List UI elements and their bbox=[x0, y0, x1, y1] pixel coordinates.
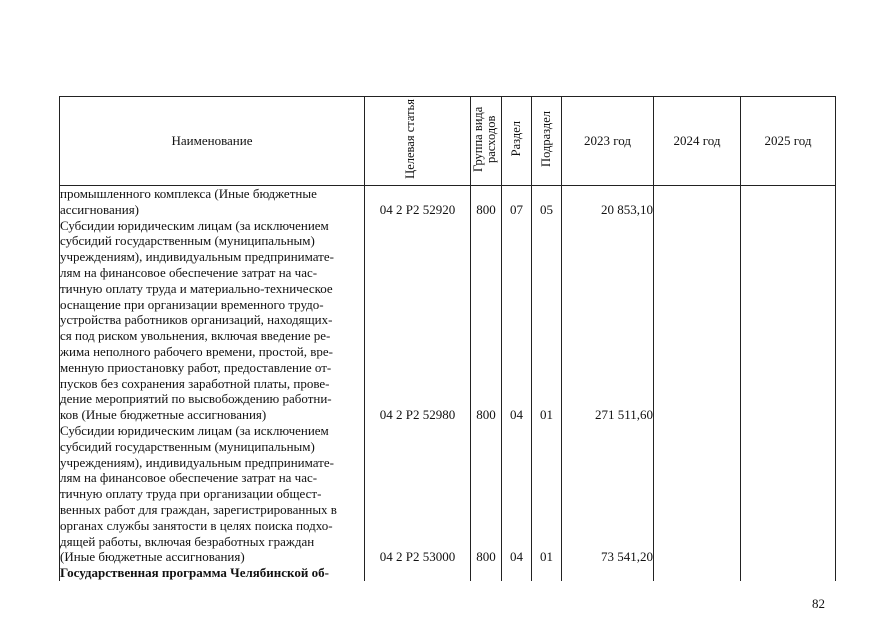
row-subsection: 01 bbox=[532, 218, 562, 423]
row-group: 800 bbox=[471, 423, 502, 565]
budget-table bbox=[59, 96, 836, 581]
row-2025 bbox=[741, 186, 836, 218]
row-2024 bbox=[654, 218, 741, 423]
row-name: Субсидии юридическим лицам (за исключением субсидий государственным (муниципальным) учреждениям), индивидуальным предпринимате- лям на финансовое обеспечение затрат на час- тичную оплату труда и материально-техническое оснащение при организации временного трудо- устройства работников организаций, находящих- ся под риском увольнения, включая введение ре- жима неполного рабочего времени, простой, вре- менную приостановку работ, предоставление от- пусков без сохранения заработной платы, прове- дение мероприятий по высвобождению работни- ков (Иные бюджетные ассигнования) bbox=[60, 218, 365, 423]
table-row bbox=[60, 565, 836, 581]
row-2025 bbox=[741, 423, 836, 565]
table-header-row bbox=[60, 97, 836, 186]
col-header-name: Наименование bbox=[60, 97, 365, 186]
col-header-2025: 2025 год bbox=[741, 97, 836, 186]
row-group: 800 bbox=[471, 186, 502, 218]
table-row bbox=[60, 218, 836, 423]
row-section: 07 bbox=[502, 186, 532, 218]
table-row bbox=[60, 186, 836, 218]
col-header-section: Раздел bbox=[502, 97, 532, 186]
row-2023 bbox=[562, 565, 654, 581]
col-header-group: Группа вида расходов bbox=[471, 97, 502, 186]
row-2025 bbox=[741, 565, 836, 581]
row-target: 04 2 P2 52980 bbox=[365, 218, 471, 423]
row-group bbox=[471, 565, 502, 581]
row-subsection: 05 bbox=[532, 186, 562, 218]
row-target bbox=[365, 565, 471, 581]
row-section bbox=[502, 565, 532, 581]
row-section: 04 bbox=[502, 423, 532, 565]
col-header-2023: 2023 год bbox=[562, 97, 654, 186]
row-2023: 271 511,60 bbox=[562, 218, 654, 423]
row-target: 04 2 P2 53000 bbox=[365, 423, 471, 565]
row-name: Государственная программа Челябинской об- bbox=[60, 565, 365, 581]
row-2024 bbox=[654, 565, 741, 581]
row-2024 bbox=[654, 423, 741, 565]
row-name: промышленного комплекса (Иные бюджетные ассигнования) bbox=[60, 186, 365, 218]
row-group: 800 bbox=[471, 218, 502, 423]
row-target: 04 2 P2 52920 bbox=[365, 186, 471, 218]
row-section: 04 bbox=[502, 218, 532, 423]
page-number: 82 bbox=[812, 596, 825, 611]
row-name: Субсидии юридическим лицам (за исключением субсидий государственным (муниципальным) учреждениям), индивидуальным предпринимате- лям на финансовое обеспечение затрат на час- тичную оплату труда при организации общест- венных работ для граждан, зарегистрированных в органах службы занятости в целях поиска подхо- дящей работы, включая безработных граждан (Иные бюджетные ассигнования) bbox=[60, 423, 365, 565]
row-subsection: 01 bbox=[532, 423, 562, 565]
col-header-2024: 2024 год bbox=[654, 97, 741, 186]
row-subsection bbox=[532, 565, 562, 581]
col-header-target: Целевая статья bbox=[365, 97, 471, 186]
row-2025 bbox=[741, 218, 836, 423]
col-header-subsection: Подраздел bbox=[532, 97, 562, 186]
row-2023: 20 853,10 bbox=[562, 186, 654, 218]
table-row bbox=[60, 423, 836, 565]
row-2023: 73 541,20 bbox=[562, 423, 654, 565]
row-2024 bbox=[654, 186, 741, 218]
